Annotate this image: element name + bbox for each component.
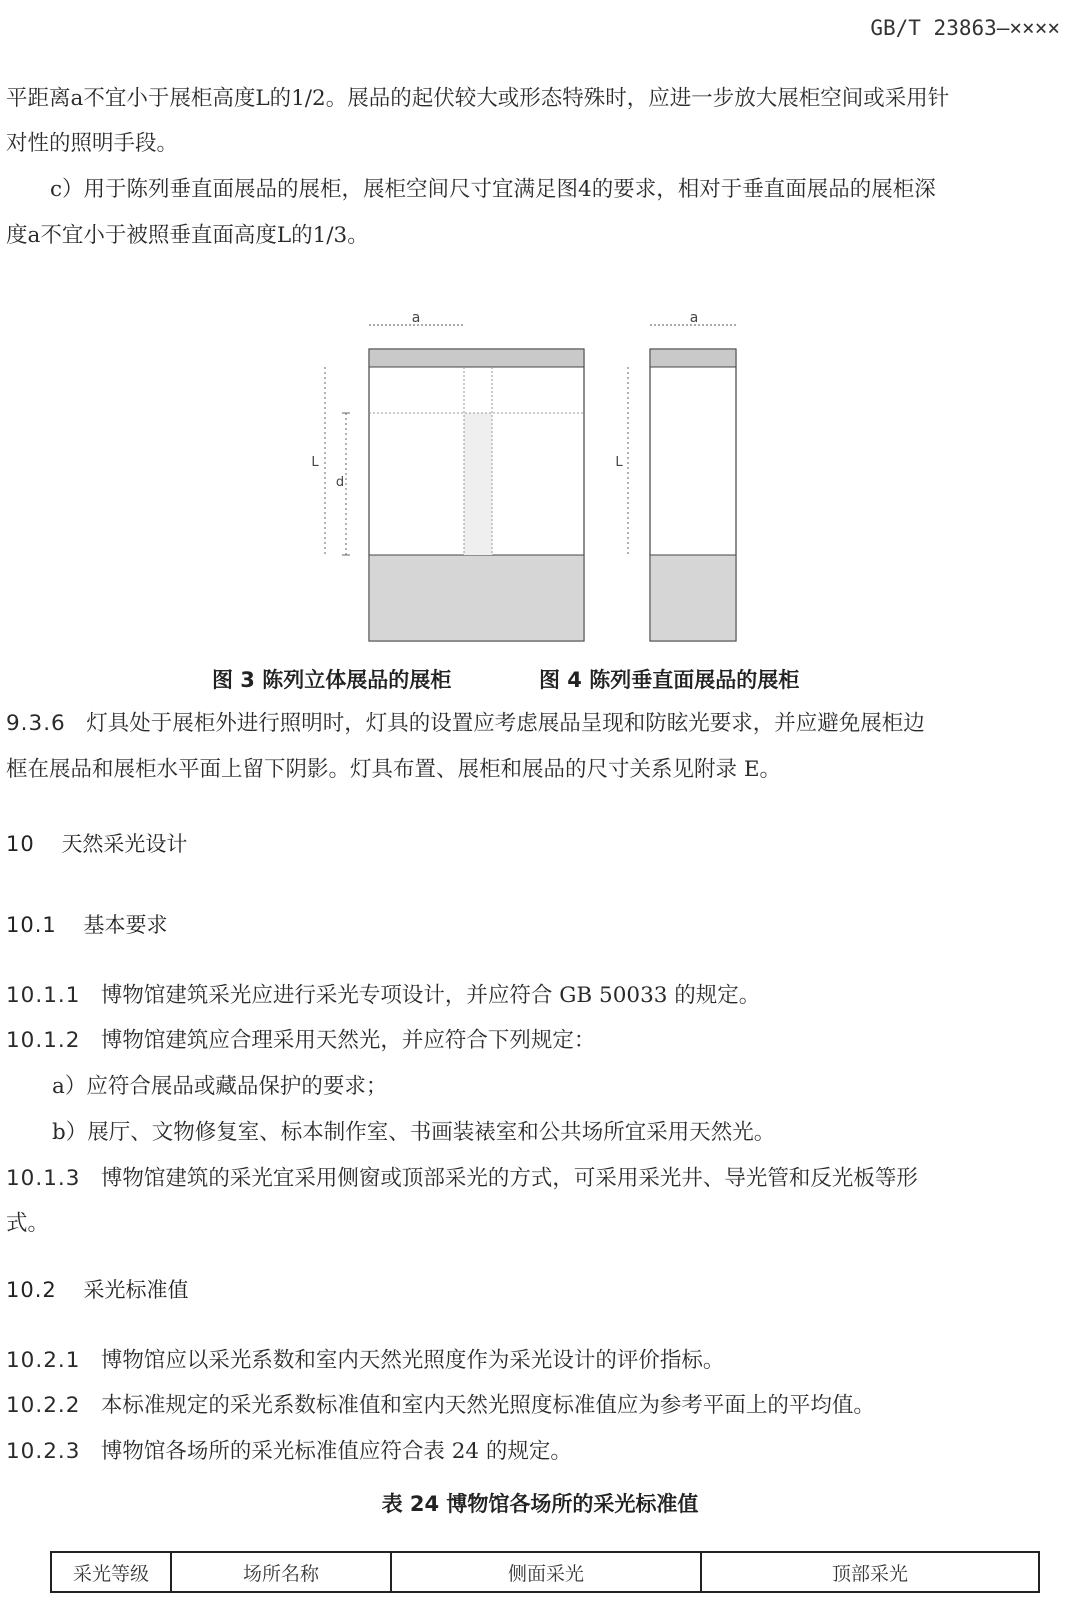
exhibit-volume [464, 413, 492, 555]
clause-number: 10.2.3 [6, 1439, 81, 1464]
figure-3-cabinet [311, 310, 584, 641]
paragraph-line: 对性的照明手段。 [6, 131, 179, 156]
clause-number: 10.2.1 [6, 1348, 81, 1373]
cabinet-base [650, 555, 736, 641]
table-header-cell: 场所名称 [171, 1552, 391, 1592]
dimension-d-label: d [335, 475, 345, 490]
clause-10-1-1 [6, 985, 760, 1007]
clause-text: 本标准规定的采光系数标准值和室内天然光照度标准值应为参考平面上的平均值。 [100, 1393, 875, 1418]
clause-10-1-2 [6, 1030, 595, 1052]
cabinet-top-light-box [369, 349, 584, 367]
clause-text: 博物馆建筑应合理采用天然光，并应符合下列规定： [100, 1028, 596, 1053]
table-24 [50, 1551, 1040, 1593]
clause-9-3-6 [6, 713, 925, 735]
clause-text: 博物馆建筑的采光宜采用侧窗或顶部采光的方式，可采用采光井、导光管和反光板等形 [100, 1166, 918, 1191]
paragraph-line: 框在展品和展柜水平面上留下阴影。灯具布置、展柜和展品的尺寸关系见附录 E。 [6, 757, 782, 782]
clause-text: 博物馆各场所的采光标准值应符合表 24 的规定。 [100, 1439, 572, 1464]
section-number: 10.1 [6, 913, 57, 937]
section-heading-10-2 [6, 1274, 188, 1304]
clause-text: 博物馆建筑采光应进行采光专项设计，并应符合 GB 50033 的规定。 [100, 983, 761, 1008]
table-header-cell: 顶部采光 [701, 1552, 1039, 1592]
section-heading-10-1 [6, 909, 167, 939]
figure-4-caption: 图 4 陈列垂直面展品的展柜 [539, 668, 800, 692]
clause-text: 灯具处于展柜外进行照明时，灯具的设置应考虑展品呈现和防眩光要求，并应避免展柜边 [86, 711, 925, 736]
paragraph-line: 平距离a不宜小于展柜高度L的1/2。展品的起伏较大或形态特殊时，应进一步放大展柜空间或采用针 [6, 86, 950, 111]
cabinet-base [369, 555, 584, 641]
clause-number: 10.1.1 [6, 983, 81, 1008]
paragraph-line: 度a不宜小于被照垂直面高度L的1/3。 [6, 223, 369, 248]
clause-number: 9.3.6 [6, 711, 66, 736]
clause-10-2-1 [6, 1350, 724, 1372]
figure-3-caption: 图 3 陈列立体展品的展柜 [212, 668, 452, 692]
clause-number: 10.1.2 [6, 1028, 81, 1053]
clause-text: 博物馆应以采光系数和室内天然光照度作为采光设计的评价指标。 [100, 1348, 725, 1373]
paragraph-line: 式。 [6, 1211, 50, 1236]
list-item-b: b）展厅、文物修复室、标本制作室、书画装裱室和公共场所宜采用天然光。 [52, 1120, 776, 1145]
section-title: 采光标准值 [83, 1278, 189, 1302]
figure-4-cabinet [615, 310, 736, 641]
section-title: 基本要求 [83, 913, 168, 937]
clause-number: 10.1.3 [6, 1166, 81, 1191]
clause-number: 10.2.2 [6, 1393, 81, 1418]
figures-3-4 [0, 300, 1080, 650]
section-heading-10 [6, 828, 187, 858]
document-code: GB/T 23863—×××× [870, 16, 1060, 40]
dimension-L-label: L [311, 455, 319, 470]
table-header-row [51, 1552, 1039, 1592]
list-item-a: a）应符合展品或藏品保护的要求； [52, 1074, 388, 1099]
table-header-cell: 侧面采光 [391, 1552, 701, 1592]
section-number: 10.2 [6, 1278, 57, 1302]
dimension-a-label: a [689, 310, 699, 326]
clause-10-2-3 [6, 1441, 572, 1463]
section-title: 天然采光设计 [61, 832, 188, 856]
table-header-cell: 采光等级 [51, 1552, 171, 1592]
section-number: 10 [6, 832, 35, 856]
cabinet-top-light-box [650, 349, 736, 367]
clause-10-1-3 [6, 1168, 918, 1190]
table-24-caption: 表 24 博物馆各场所的采光标准值 [381, 1492, 699, 1516]
clause-10-2-2 [6, 1395, 875, 1417]
dimension-L-label: L [615, 455, 623, 470]
list-item-c: c）用于陈列垂直面展品的展柜，展柜空间尺寸宜满足图4的要求，相对于垂直面展品的展柜深 [50, 177, 936, 202]
dimension-a-label: a [411, 310, 421, 326]
